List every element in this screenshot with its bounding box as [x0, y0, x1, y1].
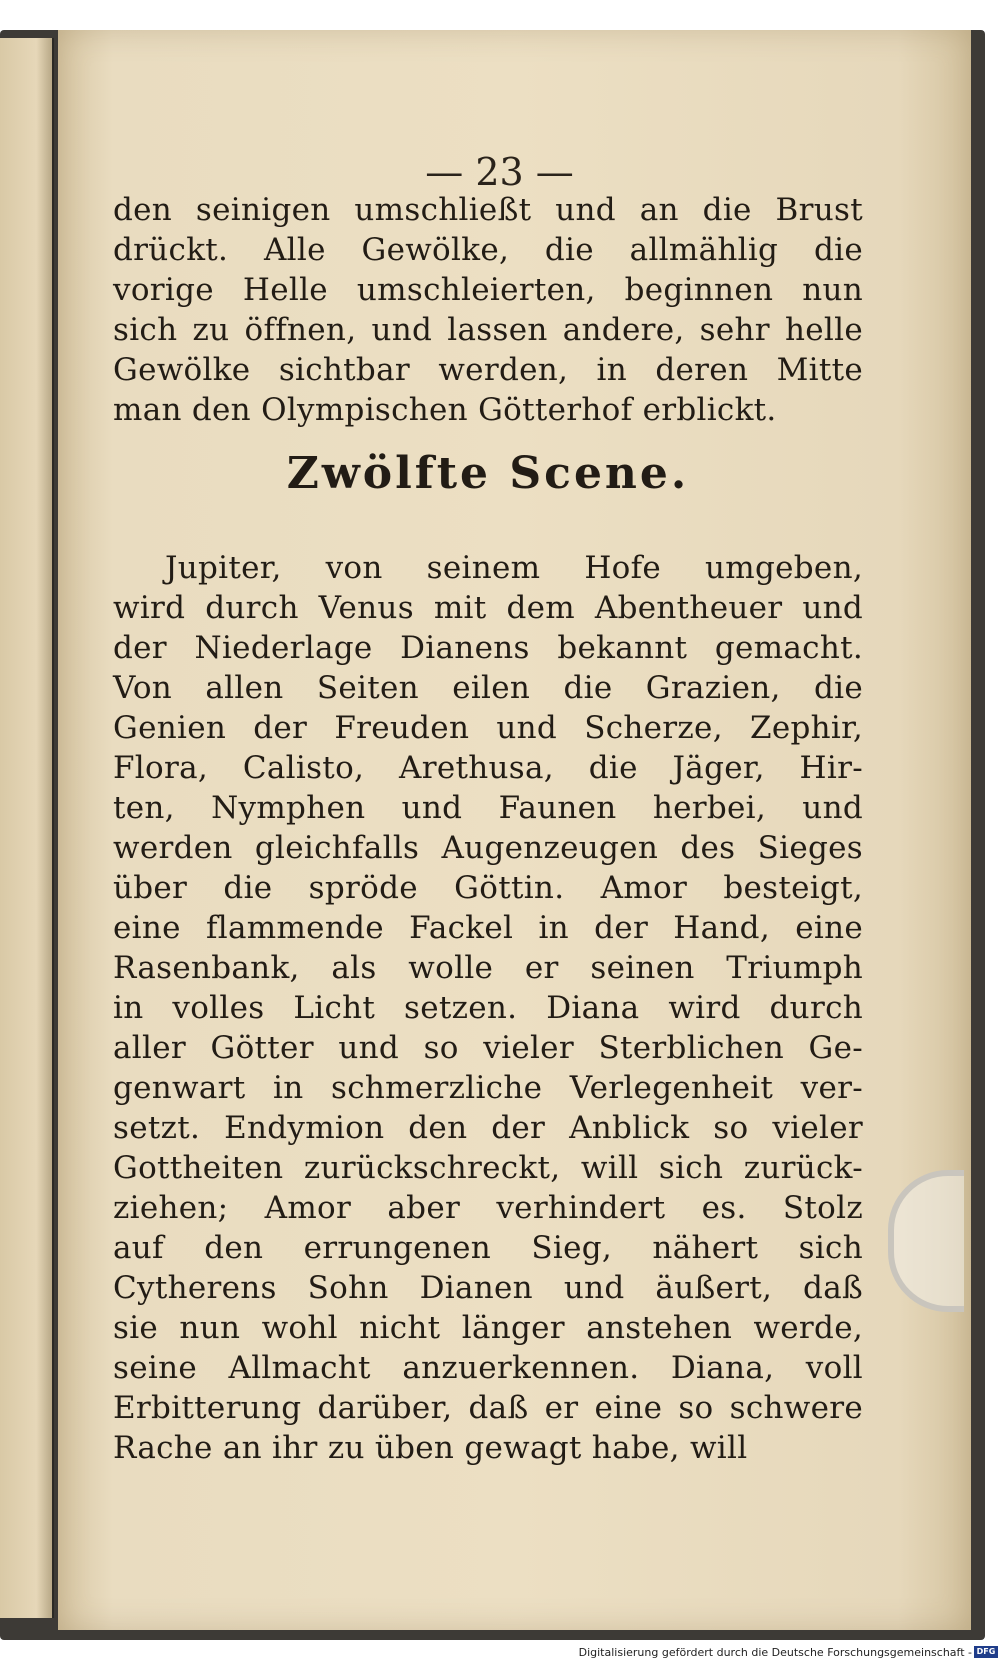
- text-line: Erbitterung darüber, daß er eine so schwere: [113, 1390, 863, 1426]
- digitization-credit: Digitalisierung gefördert durch die Deutsche Forschungsgemeinschaft -: [578, 1646, 972, 1659]
- text-line: ziehen; Amor aber verhindert es. Stolz: [113, 1190, 863, 1226]
- text-line: in volles Licht setzen. Diana wird durch: [113, 990, 863, 1026]
- text-line: Rache an ihr zu üben gewagt habe, will: [113, 1430, 748, 1466]
- page-number: — 23 —: [425, 150, 574, 194]
- text-line: Genien der Freuden und Scherze, Zephir,: [113, 710, 863, 746]
- paragraph-2: [113, 548, 863, 1468]
- left-page-edge: [0, 38, 54, 1618]
- text-line: drückt. Alle Gewölke, die allmählig die: [113, 232, 863, 268]
- text-line: Cytherens Sohn Dianen und äußert, daß: [113, 1270, 863, 1306]
- text-line: seine Allmacht anzuerkennen. Diana, voll: [113, 1350, 863, 1386]
- text-line: Rasenbank, als wolle er seinen Triumph: [113, 950, 863, 986]
- paragraph-1: [113, 190, 863, 520]
- text-line: Jupiter, von seinem Hofe umgeben,: [165, 550, 863, 586]
- dfg-logo-icon: DFG: [974, 1646, 998, 1658]
- text-line: über die spröde Göttin. Amor besteigt,: [113, 870, 863, 906]
- text-line: ten, Nymphen und Faunen herbei, und: [113, 790, 863, 826]
- text-line: werden gleichfalls Augenzeugen des Sieges: [113, 830, 863, 866]
- text-line: sich zu öffnen, und lassen andere, sehr helle: [113, 312, 863, 348]
- text-line: man den Olympischen Götterhof erblickt.: [113, 392, 777, 428]
- text-line: eine flammende Fackel in der Hand, eine: [113, 910, 863, 946]
- text-line: der Niederlage Dianens bekannt gemacht.: [113, 630, 863, 666]
- text-line: aller Götter und so vieler Sterblichen Ge-: [113, 1030, 863, 1066]
- text-line: den seinigen umschließt und an die Brust: [113, 192, 863, 228]
- text-line: Gewölke sichtbar werden, in deren Mitte: [113, 352, 863, 388]
- text-line: Flora, Calisto, Arethusa, die Jäger, Hir-: [113, 750, 863, 786]
- text-line: Von allen Seiten eilen die Grazien, die: [113, 670, 863, 706]
- footer-strip: [0, 1641, 1000, 1661]
- text-line: vorige Helle umschleierten, beginnen nun: [113, 272, 863, 308]
- scene-heading: Zwölfte Scene.: [286, 448, 690, 499]
- text-line: Gottheiten zurückschreckt, will sich zurück-: [113, 1150, 863, 1186]
- text-line: auf den errungenen Sieg, nähert sich: [113, 1230, 863, 1266]
- text-line: setzt. Endymion den der Anblick so vieler: [113, 1110, 863, 1146]
- text-line: genwart in schmerzliche Verlegenheit ver-: [113, 1070, 863, 1106]
- text-line: sie nun wohl nicht länger anstehen werde,: [113, 1310, 863, 1346]
- text-line: wird durch Venus mit dem Abentheuer und: [113, 590, 863, 626]
